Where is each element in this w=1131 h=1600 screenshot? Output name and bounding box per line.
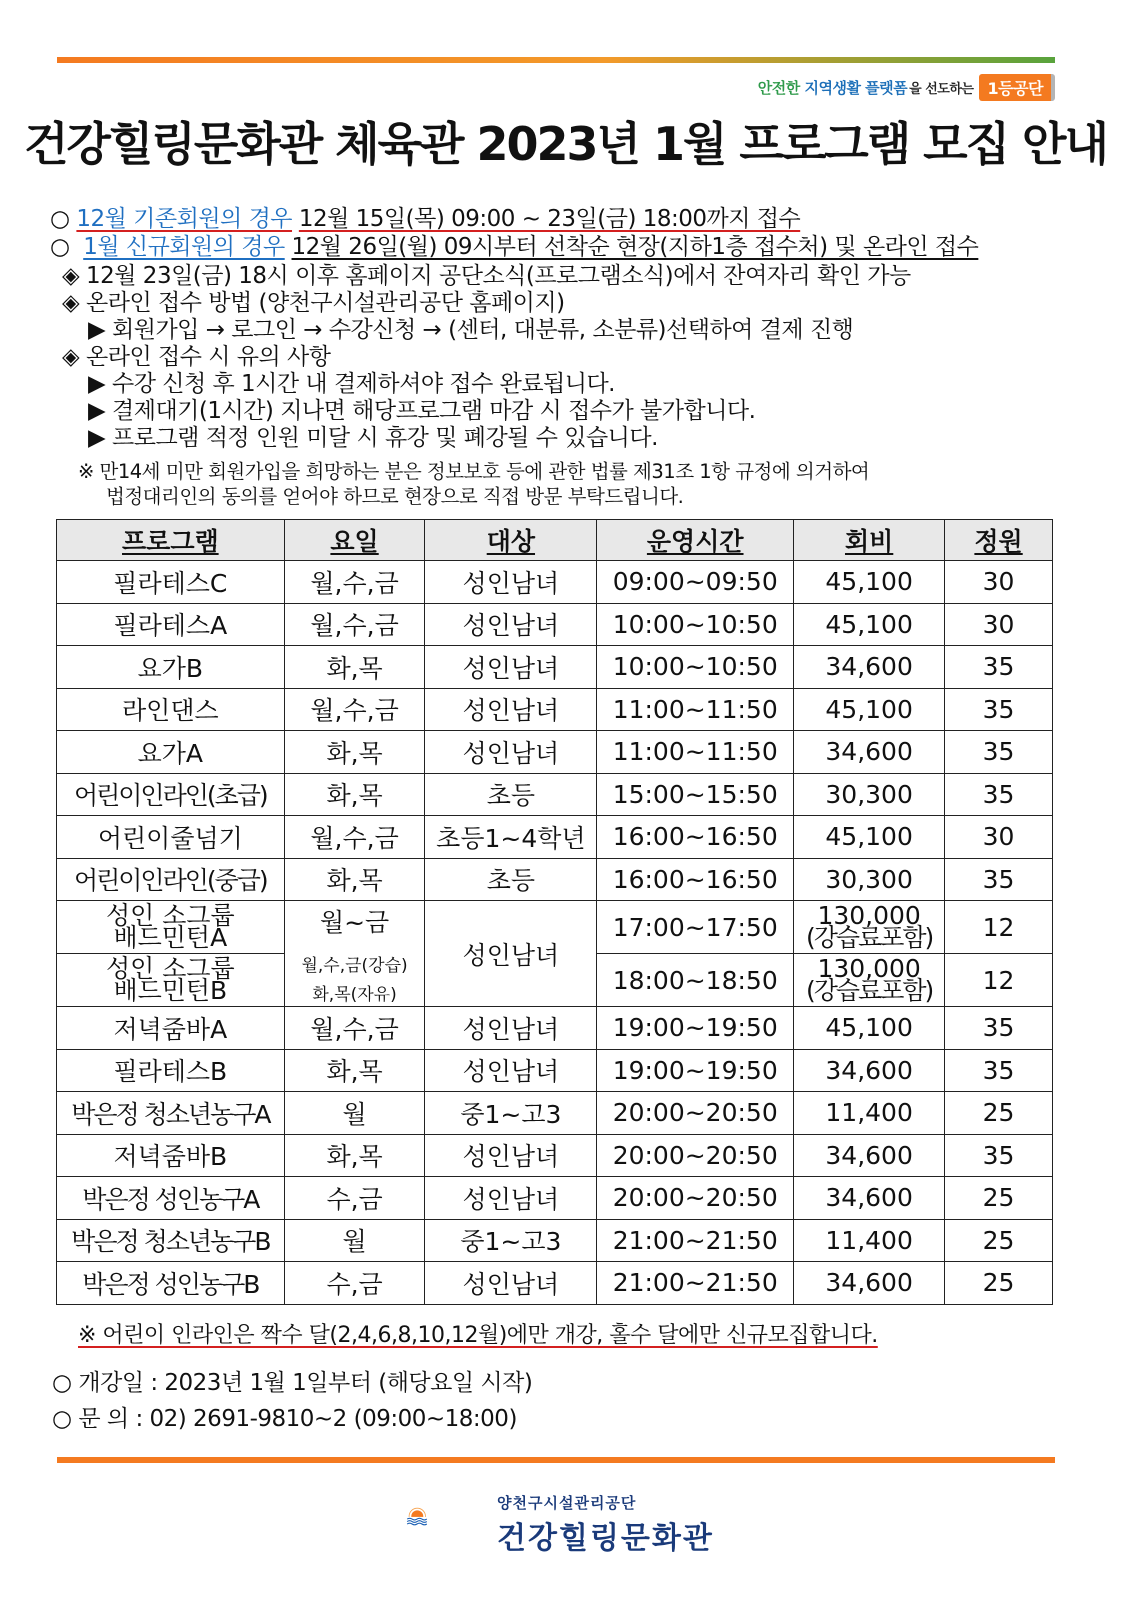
cell-day: 월 xyxy=(284,1219,425,1262)
cautions-title-text: 온라인 접수 시 유의 사항 xyxy=(86,344,331,370)
cell-capacity: 30 xyxy=(945,816,1053,859)
cell-program: 박은정 성인농구B xyxy=(57,1262,285,1305)
cell-fee xyxy=(794,954,945,1007)
slogan-part1: 안전한 xyxy=(757,78,800,97)
cell-time: 15:00~15:50 xyxy=(597,773,794,816)
table-row xyxy=(57,858,1053,901)
table-row xyxy=(57,561,1053,604)
cell-day: 화,목 xyxy=(284,858,425,901)
circle-bullet-icon: ○ xyxy=(50,206,70,232)
cell-time: 16:00~16:50 xyxy=(597,816,794,859)
existing-text: 12월 15일(목) 09:00 ~ 23일(금) 18:00까지 접수 xyxy=(298,206,801,232)
cell-program: 박은정 성인농구A xyxy=(57,1177,285,1220)
cell-day: 수,금 xyxy=(284,1262,425,1305)
cell-capacity: 25 xyxy=(945,1219,1053,1262)
cell-fee: 45,100 xyxy=(794,688,945,731)
cell-capacity: 35 xyxy=(945,1049,1053,1092)
cell-capacity: 35 xyxy=(945,688,1053,731)
cell-fee: 34,600 xyxy=(794,1177,945,1220)
cell-target: 성인남녀 xyxy=(425,603,597,646)
cell-target: 초등 xyxy=(425,858,597,901)
cell-program xyxy=(57,954,285,1007)
table-row xyxy=(57,773,1053,816)
minor-note-line-1: ※ 만14세 미만 회원가입을 희망하는 분은 정보보호 등에 관한 법률 제31조 1항 규정에 의거하여 xyxy=(78,460,870,483)
cell-capacity: 12 xyxy=(945,954,1053,1007)
cell-target: 성인남녀 xyxy=(425,901,597,1007)
cell-time: 21:00~21:50 xyxy=(597,1262,794,1305)
first-rank-badge: 1등공단 xyxy=(979,74,1055,101)
cell-program: 라인댄스 xyxy=(57,688,285,731)
org-name: 양천구시설관리공단 xyxy=(497,1494,637,1512)
cell-target: 성인남녀 xyxy=(425,1134,597,1177)
cell-capacity: 35 xyxy=(945,1134,1053,1177)
program-table xyxy=(56,519,1053,1305)
cell-program: 요가A xyxy=(57,731,285,774)
badminton-b-fee: 130,000 xyxy=(817,954,921,983)
cell-time: 19:00~19:50 xyxy=(597,1007,794,1050)
cell-target: 중1~고3 xyxy=(425,1092,597,1135)
badminton-day-main: 월~금 xyxy=(319,907,390,937)
table-row xyxy=(57,1177,1053,1220)
cell-program: 어린이인라인(중급) xyxy=(57,858,285,901)
cell-day: 수,금 xyxy=(284,1177,425,1220)
cell-capacity: 35 xyxy=(945,858,1053,901)
cell-day: 월,수,금 xyxy=(284,816,425,859)
table-row xyxy=(57,646,1053,689)
cell-capacity: 35 xyxy=(945,731,1053,774)
cell-program: 박은정 청소년농구A xyxy=(57,1092,285,1135)
cell-time: 10:00~10:50 xyxy=(597,603,794,646)
cell-target: 성인남녀 xyxy=(425,1262,597,1305)
header-capacity: 정원 xyxy=(945,520,1053,561)
circle-bullet-icon: ○ xyxy=(50,234,70,260)
triangle-bullet-icon: ▶ xyxy=(88,371,106,397)
table-row xyxy=(57,1262,1053,1305)
cell-program: 저녁줌바B xyxy=(57,1134,285,1177)
cell-capacity: 35 xyxy=(945,646,1053,689)
cell-target: 중1~고3 xyxy=(425,1219,597,1262)
cell-time: 20:00~20:50 xyxy=(597,1134,794,1177)
table-row-badminton-a xyxy=(57,901,1053,954)
cell-target: 성인남녀 xyxy=(425,731,597,774)
table-row xyxy=(57,731,1053,774)
badminton-a-name-line1: 성인 소그룹 xyxy=(105,901,235,930)
badminton-b-fee-note: (강습료포함) xyxy=(806,976,933,1005)
cell-program xyxy=(57,901,285,954)
badminton-a-fee-note: (강습료포함) xyxy=(806,923,933,952)
cell-program: 어린이인라인(초급) xyxy=(57,773,285,816)
cell-target: 성인남녀 xyxy=(425,1049,597,1092)
badminton-a-name-line2: 배드민턴A xyxy=(113,923,228,952)
table-row xyxy=(57,1134,1053,1177)
caution-3-text: 프로그램 적정 인원 미달 시 휴강 및 폐강될 수 있습니다. xyxy=(112,425,658,451)
cell-day: 월,수,금 xyxy=(284,603,425,646)
cell-fee: 34,600 xyxy=(794,1262,945,1305)
cell-capacity: 30 xyxy=(945,603,1053,646)
cell-day: 화,목 xyxy=(284,1049,425,1092)
header-day: 요일 xyxy=(284,520,425,561)
cell-day: 화,목 xyxy=(284,1134,425,1177)
start-date-info: ○ 개강일 : 2023년 1월 1일부터 (해당요일 시작) xyxy=(52,1370,533,1396)
cell-time: 20:00~20:50 xyxy=(597,1092,794,1135)
cell-day: 월 xyxy=(284,1092,425,1135)
notice-caution-3 xyxy=(88,419,658,452)
cell-time: 10:00~10:50 xyxy=(597,646,794,689)
cell-fee: 11,400 xyxy=(794,1219,945,1262)
cell-program: 필라테스A xyxy=(57,603,285,646)
sun-wave-logo-icon xyxy=(405,1478,495,1558)
triangle-bullet-icon: ▶ xyxy=(88,398,106,424)
cell-program: 요가B xyxy=(57,646,285,689)
badminton-a-fee: 130,000 xyxy=(817,901,921,930)
minor-note-line-2: 법정대리인의 동의를 얻어야 하므로 현장으로 직접 방문 부탁드립니다. xyxy=(106,485,684,508)
cell-capacity: 25 xyxy=(945,1092,1053,1135)
cell-fee: 34,600 xyxy=(794,731,945,774)
diamond-bullet-icon: ◈ xyxy=(62,344,80,370)
cell-fee: 30,300 xyxy=(794,858,945,901)
online-steps-text: 회원가입 → 로그인 → 수강신청 → (센터, 대분류, 소분류)선택하여 결제 진행 xyxy=(112,317,854,343)
cell-time: 11:00~11:50 xyxy=(597,731,794,774)
cell-fee: 11,400 xyxy=(794,1092,945,1135)
cell-time: 19:00~19:50 xyxy=(597,1049,794,1092)
new-text: 12월 26일(월) 09시부터 선착순 현장(지하1층 접수처) 및 온라인 접수 xyxy=(291,234,979,260)
cell-fee: 34,600 xyxy=(794,1134,945,1177)
cell-target: 초등1~4학년 xyxy=(425,816,597,859)
slogan xyxy=(758,74,1055,100)
cell-fee: 45,100 xyxy=(794,1007,945,1050)
cell-day xyxy=(284,901,425,1007)
inline-note xyxy=(78,1318,878,1349)
cell-program: 필라테스B xyxy=(57,1049,285,1092)
badminton-day-sub2: 화,목(자유) xyxy=(312,984,397,1005)
cell-fee: 45,100 xyxy=(794,603,945,646)
triangle-bullet-icon: ▶ xyxy=(88,317,106,343)
cell-fee: 34,600 xyxy=(794,646,945,689)
table-row xyxy=(57,603,1053,646)
cell-program: 저녁줌바A xyxy=(57,1007,285,1050)
cell-program: 어린이줄넘기 xyxy=(57,816,285,859)
cell-day: 월,수,금 xyxy=(284,688,425,731)
cell-target: 성인남녀 xyxy=(425,1177,597,1220)
cell-capacity: 30 xyxy=(945,561,1053,604)
header-target: 대상 xyxy=(425,520,597,561)
caution-1-text: 수강 신청 후 1시간 내 결제하셔야 접수 완료됩니다. xyxy=(112,371,615,397)
cell-day: 월,수,금 xyxy=(284,1007,425,1050)
diamond-bullet-icon: ◈ xyxy=(62,290,80,316)
header-program: 프로그램 xyxy=(57,520,285,561)
vacancy-text: 12월 23일(금) 18시 이후 홈페이지 공단소식(프로그램소식)에서 잔여자리 확인 가능 xyxy=(86,263,911,289)
cell-capacity: 35 xyxy=(945,773,1053,816)
bottom-color-bar xyxy=(57,1457,1055,1463)
table-row xyxy=(57,1092,1053,1135)
cell-program: 필라테스C xyxy=(57,561,285,604)
cell-day: 월,수,금 xyxy=(284,561,425,604)
cell-time: 09:00~09:50 xyxy=(597,561,794,604)
cell-capacity: 12 xyxy=(945,901,1053,954)
contact-info: ○ 문 의 : 02) 2691-9810~2 (09:00~18:00) xyxy=(52,1406,517,1432)
table-row xyxy=(57,1219,1053,1262)
cell-time: 21:00~21:50 xyxy=(597,1219,794,1262)
top-color-bar xyxy=(57,57,1055,63)
table-row xyxy=(57,1049,1053,1092)
cell-program: 박은정 청소년농구B xyxy=(57,1219,285,1262)
cell-time: 16:00~16:50 xyxy=(597,858,794,901)
slogan-part3: 을 선도하는 xyxy=(909,81,974,97)
cell-capacity: 25 xyxy=(945,1262,1053,1305)
cell-fee: 45,100 xyxy=(794,816,945,859)
existing-label: 12월 기존회원의 경우 xyxy=(76,206,293,232)
table-row xyxy=(57,1007,1053,1050)
cell-day: 화,목 xyxy=(284,773,425,816)
badminton-b-name-line2: 배드민턴B xyxy=(113,976,228,1005)
table-row xyxy=(57,816,1053,859)
online-method-text: 온라인 접수 방법 (양천구시설관리공단 홈페이지) xyxy=(86,290,565,316)
cell-target: 성인남녀 xyxy=(425,1007,597,1050)
page-title: 건강힐링문화관 체육관 2023년 1월 프로그램 모집 안내 xyxy=(24,117,1107,171)
cell-time: 17:00~17:50 xyxy=(597,901,794,954)
table-row xyxy=(57,688,1053,731)
badminton-day-sub1: 월,수,금(강습) xyxy=(301,955,408,976)
cell-time: 11:00~11:50 xyxy=(597,688,794,731)
caution-2-text: 결제대기(1시간) 지나면 해당프로그램 마감 시 접수가 불가합니다. xyxy=(112,398,756,424)
inline-note-text: ※ 어린이 인라인은 짝수 달(2,4,6,8,10,12월)에만 개강, 홀수 달에만 신규모집합니다. xyxy=(78,1323,878,1348)
center-name: 건강힐링문화관 xyxy=(497,1521,714,1556)
badminton-b-name-line1: 성인 소그룹 xyxy=(105,954,235,983)
new-label: 1월 신규회원의 경우 xyxy=(83,234,285,260)
cell-target: 초등 xyxy=(425,773,597,816)
diamond-bullet-icon: ◈ xyxy=(62,263,80,289)
cell-fee xyxy=(794,901,945,954)
cell-time: 20:00~20:50 xyxy=(597,1177,794,1220)
cell-capacity: 25 xyxy=(945,1177,1053,1220)
slogan-part2: 지역생활 플랫폼 xyxy=(804,78,908,97)
cell-fee: 34,600 xyxy=(794,1049,945,1092)
cell-day: 화,목 xyxy=(284,731,425,774)
table-header-row xyxy=(57,520,1053,561)
cell-target: 성인남녀 xyxy=(425,561,597,604)
triangle-bullet-icon: ▶ xyxy=(88,425,106,451)
cell-target: 성인남녀 xyxy=(425,646,597,689)
cell-day: 화,목 xyxy=(284,646,425,689)
cell-fee: 30,300 xyxy=(794,773,945,816)
header-fee: 회비 xyxy=(794,520,945,561)
cell-fee: 45,100 xyxy=(794,561,945,604)
cell-capacity: 35 xyxy=(945,1007,1053,1050)
cell-time: 18:00~18:50 xyxy=(597,954,794,1007)
cell-target: 성인남녀 xyxy=(425,688,597,731)
header-time: 운영시간 xyxy=(597,520,794,561)
